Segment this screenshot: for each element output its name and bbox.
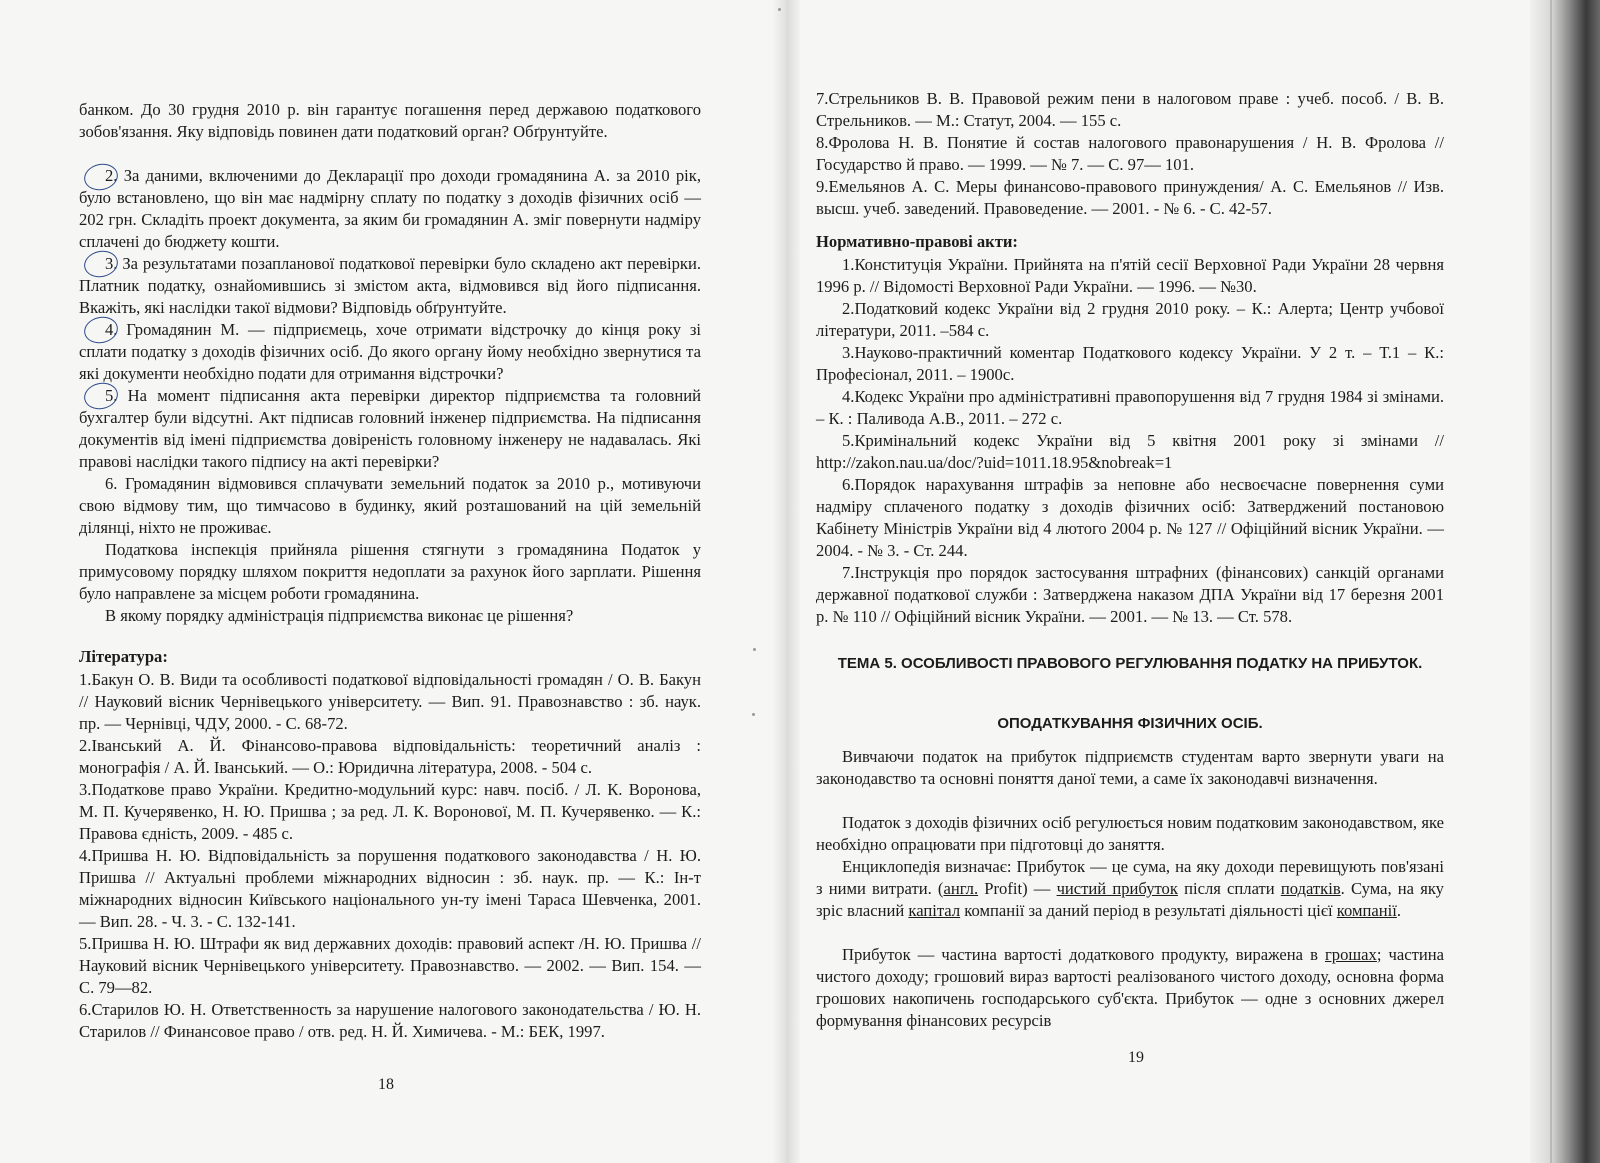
scan-speck <box>778 8 781 11</box>
scan-speck <box>752 713 755 716</box>
left-task-4: 4. Громадянин М. — підприємець, хоче отримати відстрочку до кінця року зі сплати податку з доходів фізичних осіб. До якого органу йому необхідно звернутися та які документи необхідно подати для отримання відстрочки? <box>79 320 701 383</box>
body-paragraph-4: Прибуток — частина вартості додаткового продукту, виражена в грошах; частина чистого доходу; грошовий вираз вартості реалізованого чистого доходу, основна форма грошових накопичень господарського суб'єкта. Прибуток — одне з основних джерел формування фінансових ресурсів <box>816 945 1444 1030</box>
link-capital[interactable]: капітал <box>908 901 961 920</box>
link-engl[interactable]: англ. <box>943 879 979 898</box>
left-paragraph-0: банком. До 30 грудня 2010 р. він гарантує погашення перед державою податкового зобов'язання. Яку відповідь повинен дати податковий орган? Обґрунтуйте. <box>79 100 701 141</box>
literature-item-9: 9.Емельянов А. С. Меры финансово-правового принуждения/ А. С. Емельянов // Изв. высш. учеб. заведений. Правоведение. — 2001. - № 6. - С. 42-57. <box>816 177 1444 218</box>
body-paragraph-1: Вивчаючи податок на прибуток підприємств студентам варто звернути уваги на законодавство та основні поняття даної теми, а саме їх законодавчі визначення. <box>816 747 1444 788</box>
literature-item-4: 4.Пришва Н. Ю. Відповідальність за порушення податкового законодавства / Н. Ю. Пришва // Актуальні проблеми міжнародних відносин : зб. наук. пр. — К.: Ін-т міжнародних відносин Київського національного ун-ту імені Тараса Шевченка, 2001. — Вип. 28. - Ч. 3. - С. 132-141. <box>79 846 701 931</box>
normative-item-2: 2.Податковий кодекс України від 2 грудня 2010 року. – К.: Алерта; Центр учбової літератури, 2011. –584 с. <box>816 299 1444 340</box>
link-net-profit[interactable]: чистий прибуток <box>1056 879 1178 898</box>
literature-item-3: 3.Податкове право України. Кредитно-модульний курс: навч. посіб. / Л. К. Воронова, М. П. Кучерявенко, Н. Ю. Пришва ; за ред. Л. К. Воронової, М. П. Кучерявенко. — К.: Правова єдність, 2009. - 485 с. <box>79 780 701 843</box>
literature-heading: Література: <box>79 647 168 666</box>
literature-item-1: 1.Бакун О. В. Види та особливості податкової відповідальності громадян / О. В. Бакун // Науковий вісник Чернівецького університету. — Вип. 91. Правознавство : зб. наук. пр. — Чернівці, ЧДУ, 2000. - С. 68-72. <box>79 670 701 733</box>
page-number-right: 19 <box>1128 1049 1144 1066</box>
normative-item-1: 1.Конституція України. Прийнята на п'ятій сесії Верховної Ради України 28 червня 1996 р. // Відомості Верховної Ради України. — 1996. — №30. <box>816 255 1444 296</box>
left-task-3: 3. За результатами позапланової податкової перевірки було складено акт перевірки. Платник податку, ознайомившись зі змістом акта, відмовився від його підписання. Вкажіть, які наслідки такої відмови? Відповідь обґрунтуйте. <box>79 254 701 317</box>
normative-item-6: 6.Порядок нарахування штрафів за неповне або несвоєчасне повернення суми надміру сплаченого податку з доходів фізичних осіб: Затверджений постановою Кабінету Міністрів України від 4 лютого 2004 р. № 127 // Офіційний вісник України. — 2004. - № 3. - Ст. 244. <box>816 475 1444 560</box>
link-taxes[interactable]: податків <box>1280 879 1341 898</box>
link-company[interactable]: компанії <box>1336 901 1397 920</box>
body-paragraph-2: Податок з доходів фізичних осіб регулюється новим податковим законодавством, яке необхідно опрацювати при підготовці до заняття. <box>816 813 1444 854</box>
theme-subtitle: ОПОДАТКУВАННЯ ФІЗИЧНИХ ОСІБ. <box>997 715 1263 732</box>
left-task-6-cont: Податкова інспекція прийняла рішення стягнути з громадянина Податок у примусовому порядку шляхом покриття недоплати за рахунок його зарплати. Рішення було направлене за місцем роботи громадянина. <box>79 540 701 603</box>
theme-title: ТЕМА 5. ОСОБЛИВОСТІ ПРАВОВОГО РЕГУЛЮВАННЯ ПОДАТКУ НА ПРИБУТОК. <box>837 655 1423 672</box>
normative-item-4: 4.Кодекс України про адміністративні правопорушення від 7 грудня 1984 зі змінами. – К. : Паливода А.В., 2011. – 272 с. <box>816 387 1444 428</box>
literature-item-5: 5.Пришва Н. Ю. Штрафи як вид державних доходів: правовий аспект /Н. Ю. Пришва // Науковий вісник Чернівецького університету. Правознавство. — 2002. — Вип. 154. — С. 79—82. <box>79 934 701 997</box>
literature-item-2: 2.Іванський А. Й. Фінансово-правова відповідальність: теоретичний аналіз : монографія / А. Й. Іванський. — О.: Юридична література, 2008. - 504 с. <box>79 736 701 777</box>
left-task-6: 6. Громадянин відмовився сплачувати земельний податок за 2010 р., мотивуючи свою відмову тим, що тимчасово в будинку, який розташований на цій земельній ділянці, ніхто не проживає. <box>79 474 701 537</box>
scan-speck <box>753 648 756 651</box>
left-task-2: 2. За даними, включеними до Декларації про доходи громадянина А. за 2010 рік, було встановлено, що він має надмірну сплату по податку з доходів фізичних осіб — 202 грн. Складіть проект документа, за яким би громадянин А. зміг повернути надміру сплачені до бюджету кошти. <box>79 166 701 251</box>
left-task-5: 5. На момент підписання акта перевірки директор підприємства та головний бухгалтер були відсутні. Акт підписав головний інженер підприємства. На підписання документів від імені підприємства довіреність головному інженеру не надавалась. Які правові наслідки такого підпису на акті перевірки? <box>79 386 701 471</box>
page-number-left: 18 <box>378 1076 394 1093</box>
normative-heading: Нормативно-правові акти: <box>816 232 1018 251</box>
literature-item-7: 7.Стрельников В. В. Правовой режим пени в налоговом праве : учеб. пособ. / В. В. Стрельников. — М.: Статут, 2004. — 155 с. <box>816 89 1444 130</box>
link-money[interactable]: грошах <box>1325 945 1377 964</box>
scan-edge <box>1530 0 1600 1163</box>
normative-item-7: 7.Інструкція про порядок застосування штрафних (фінансових) санкцій органами державної податкової служби : Затверджена наказом ДПА України від 17 березня 2001 р. № 110 // Офіційний вісник України. — 2001. — № 13. — Ст. 578. <box>816 563 1444 626</box>
book-gutter <box>772 0 800 1163</box>
normative-item-3: 3.Науково-практичний коментар Податкового кодексу України. У 2 т. – Т.1 – К.: Професіонал, 2011. – 1900с. <box>816 343 1444 384</box>
normative-item-5: 5.Кримінальний кодекс України від 5 квітня 2001 року зі змінами // http://zakon.nau.ua/doc/?uid=1011.18.95&nobreak=1 <box>816 431 1444 472</box>
left-task-6-question: В якому порядку адміністрація підприємства виконає це рішення? <box>105 606 574 625</box>
body-paragraph-3: Енциклопедія визначає: Прибуток — це сума, на яку доходи перевищують пов'язані з ними витрати. (англ. Profit) — чистий прибуток після сплати податків. Сума, на яку зріс власний капітал компанії за даний період в результаті діяльності цієї компанії. <box>816 857 1444 920</box>
literature-item-8: 8.Фролова Н. В. Понятие й состав налогового правонарушения / Н. В. Фролова // Государство й право. — 1999. — № 7. — С. 97— 101. <box>816 133 1444 174</box>
literature-item-6: 6.Старилов Ю. Н. Ответственность за нарушение налогового законодательства / Ю. Н. Старилов // Финансовое право / отв. ред. Н. Й. Химичева. - М.: БЕК, 1997. <box>79 1000 701 1041</box>
